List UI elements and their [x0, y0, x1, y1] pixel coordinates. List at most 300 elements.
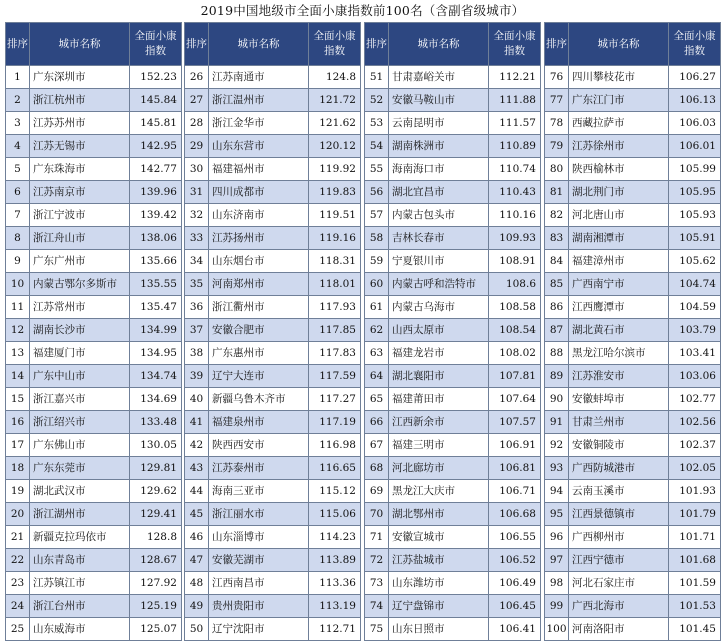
rank-cell: 52: [365, 89, 389, 112]
table-row: [6, 273, 182, 296]
table-row: [365, 204, 541, 227]
table-row: [185, 549, 361, 572]
index-cell: 106.68: [489, 503, 541, 526]
city-cell: 江苏扬州市: [209, 227, 309, 250]
city-cell: 广西柳州市: [569, 526, 669, 549]
rank-cell: 44: [185, 480, 209, 503]
city-cell: 浙江杭州市: [30, 89, 130, 112]
index-cell: 107.64: [489, 388, 541, 411]
header-city-name: 城市名称: [30, 23, 130, 66]
index-cell: 115.06: [309, 503, 361, 526]
index-cell: 133.48: [130, 411, 182, 434]
city-cell: 新疆乌鲁木齐市: [209, 388, 309, 411]
city-cell: 浙江台州市: [30, 595, 130, 618]
index-cell: 106.03: [669, 112, 721, 135]
index-cell: 101.45: [669, 618, 721, 641]
table-row: [365, 503, 541, 526]
table-row: [365, 595, 541, 618]
city-cell: 山西太原市: [389, 319, 489, 342]
table-row: [6, 319, 182, 342]
city-cell: 广东东莞市: [30, 457, 130, 480]
header-city-name: 城市名称: [569, 23, 669, 66]
index-cell: 105.62: [669, 250, 721, 273]
header-rank: 排序: [185, 23, 209, 66]
index-cell: 105.95: [669, 181, 721, 204]
index-cell: 134.69: [130, 388, 182, 411]
index-cell: 145.84: [130, 89, 182, 112]
rank-cell: 96: [545, 526, 569, 549]
rank-cell: 70: [365, 503, 389, 526]
table-row: [185, 434, 361, 457]
index-cell: 129.41: [130, 503, 182, 526]
index-cell: 108.6: [489, 273, 541, 296]
index-cell: 129.81: [130, 457, 182, 480]
table-row: [545, 66, 721, 89]
rank-cell: 82: [545, 204, 569, 227]
index-cell: 110.43: [489, 181, 541, 204]
table-row: [365, 135, 541, 158]
city-cell: 吉林长春市: [389, 227, 489, 250]
table-row: [6, 227, 182, 250]
rank-cell: 76: [545, 66, 569, 89]
table-row: [365, 549, 541, 572]
city-cell: 陕西榆林市: [569, 158, 669, 181]
rank-cell: 26: [185, 66, 209, 89]
city-cell: 四川成都市: [209, 181, 309, 204]
rank-cell: 8: [6, 227, 30, 250]
index-cell: 105.93: [669, 204, 721, 227]
rank-cell: 51: [365, 66, 389, 89]
table-row: [185, 457, 361, 480]
index-cell: 119.51: [309, 204, 361, 227]
city-cell: 浙江宁波市: [30, 204, 130, 227]
rank-cell: 25: [6, 618, 30, 641]
rank-cell: 90: [545, 388, 569, 411]
table-row: [185, 319, 361, 342]
city-cell: 河北唐山市: [569, 204, 669, 227]
rank-cell: 10: [6, 273, 30, 296]
rank-cell: 100: [545, 618, 569, 641]
city-cell: 浙江湖州市: [30, 503, 130, 526]
table-row: [6, 181, 182, 204]
city-cell: 福建泉州市: [209, 411, 309, 434]
city-cell: 福建厦门市: [30, 342, 130, 365]
index-cell: 109.93: [489, 227, 541, 250]
table-row: [185, 135, 361, 158]
city-cell: 广东深圳市: [30, 66, 130, 89]
city-cell: 广西北海市: [569, 595, 669, 618]
city-cell: 山东潍坊市: [389, 572, 489, 595]
table-row: [185, 365, 361, 388]
table-row: [6, 158, 182, 181]
table-row: [185, 204, 361, 227]
index-cell: 101.59: [669, 572, 721, 595]
city-cell: 广西防城港市: [569, 457, 669, 480]
index-cell: 117.93: [309, 296, 361, 319]
city-cell: 江苏泰州市: [209, 457, 309, 480]
city-cell: 湖南长沙市: [30, 319, 130, 342]
header-city-name: 城市名称: [209, 23, 309, 66]
table-row: [6, 204, 182, 227]
rank-cell: 87: [545, 319, 569, 342]
table-row: [365, 112, 541, 135]
city-cell: 江西宁德市: [569, 549, 669, 572]
rank-cell: 69: [365, 480, 389, 503]
index-cell: 106.13: [669, 89, 721, 112]
city-cell: 湖北荆门市: [569, 181, 669, 204]
table-row: [6, 572, 182, 595]
table-row: [185, 296, 361, 319]
rank-cell: 48: [185, 572, 209, 595]
table-row: [185, 595, 361, 618]
city-cell: 江苏南通市: [209, 66, 309, 89]
city-cell: 安徽铜陵市: [569, 434, 669, 457]
rank-cell: 58: [365, 227, 389, 250]
rank-cell: 62: [365, 319, 389, 342]
page-title: 2019中国地级市全面小康指数前100名（含副省级城市）: [200, 3, 525, 18]
rank-cell: 99: [545, 595, 569, 618]
rank-cell: 24: [6, 595, 30, 618]
rank-cell: 45: [185, 503, 209, 526]
header-index: 全面小康指数: [669, 23, 721, 66]
table-row: [545, 526, 721, 549]
city-cell: 山东济南市: [209, 204, 309, 227]
table-row: [545, 549, 721, 572]
rank-cell: 78: [545, 112, 569, 135]
city-cell: 安徽宣城市: [389, 526, 489, 549]
city-cell: 内蒙古乌海市: [389, 296, 489, 319]
table-row: [185, 112, 361, 135]
index-cell: 106.91: [489, 434, 541, 457]
city-cell: 浙江绍兴市: [30, 411, 130, 434]
table-row: [185, 480, 361, 503]
index-cell: 120.12: [309, 135, 361, 158]
city-cell: 西藏拉萨市: [569, 112, 669, 135]
table-row: [6, 296, 182, 319]
table-row: [6, 388, 182, 411]
index-cell: 105.91: [669, 227, 721, 250]
index-cell: 106.71: [489, 480, 541, 503]
city-cell: 广东广州市: [30, 250, 130, 273]
index-cell: 121.72: [309, 89, 361, 112]
index-cell: 124.8: [309, 66, 361, 89]
rank-cell: 98: [545, 572, 569, 595]
table-row: [6, 365, 182, 388]
rank-cell: 4: [6, 135, 30, 158]
city-cell: 山东日照市: [389, 618, 489, 641]
index-cell: 101.79: [669, 503, 721, 526]
table-row: [545, 618, 721, 641]
rank-cell: 49: [185, 595, 209, 618]
index-cell: 117.27: [309, 388, 361, 411]
rank-cell: 57: [365, 204, 389, 227]
table-row: [365, 526, 541, 549]
city-cell: 海南三亚市: [209, 480, 309, 503]
rank-cell: 84: [545, 250, 569, 273]
index-cell: 152.23: [130, 66, 182, 89]
table-row: [545, 250, 721, 273]
city-cell: 宁夏银川市: [389, 250, 489, 273]
table-row: [545, 181, 721, 204]
index-cell: 128.67: [130, 549, 182, 572]
city-cell: 浙江温州市: [209, 89, 309, 112]
index-cell: 106.49: [489, 572, 541, 595]
index-cell: 106.55: [489, 526, 541, 549]
ranking-table-2: [184, 22, 361, 641]
table-row: [6, 526, 182, 549]
city-cell: 江西鹰潭市: [569, 296, 669, 319]
table-row: [365, 158, 541, 181]
city-cell: 浙江衢州市: [209, 296, 309, 319]
rank-cell: 77: [545, 89, 569, 112]
ranking-table-3: [364, 22, 541, 641]
index-cell: 138.06: [130, 227, 182, 250]
rank-cell: 36: [185, 296, 209, 319]
table-row: [185, 158, 361, 181]
rank-cell: 38: [185, 342, 209, 365]
table-row: [6, 250, 182, 273]
table-row: [365, 434, 541, 457]
table-row: [365, 319, 541, 342]
ranking-table-1: [5, 22, 182, 641]
table-row: [365, 618, 541, 641]
city-cell: 福建福州市: [209, 158, 309, 181]
city-cell: 内蒙古呼和浩特市: [389, 273, 489, 296]
table-row: [6, 411, 182, 434]
table-row: [545, 503, 721, 526]
city-cell: 浙江舟山市: [30, 227, 130, 250]
rank-cell: 37: [185, 319, 209, 342]
rank-cell: 79: [545, 135, 569, 158]
city-cell: 贵州贵阳市: [209, 595, 309, 618]
table-row: [365, 457, 541, 480]
index-cell: 102.05: [669, 457, 721, 480]
table-row: [365, 250, 541, 273]
rank-cell: 73: [365, 572, 389, 595]
table-row: [185, 388, 361, 411]
table-row: [185, 342, 361, 365]
city-cell: 湖北黄石市: [569, 319, 669, 342]
rank-cell: 53: [365, 112, 389, 135]
table-row: [6, 503, 182, 526]
header-index: 全面小康指数: [130, 23, 182, 66]
city-cell: 广东中山市: [30, 365, 130, 388]
rank-cell: 54: [365, 135, 389, 158]
city-cell: 江西新余市: [389, 411, 489, 434]
table-row: [185, 411, 361, 434]
rank-cell: 17: [6, 434, 30, 457]
index-cell: 125.07: [130, 618, 182, 641]
city-cell: 福建龙岩市: [389, 342, 489, 365]
table-row: [6, 112, 182, 135]
rank-cell: 18: [6, 457, 30, 480]
rank-cell: 72: [365, 549, 389, 572]
rank-cell: 2: [6, 89, 30, 112]
table-row: [545, 227, 721, 250]
table-row: [365, 388, 541, 411]
table-row: [185, 618, 361, 641]
rank-cell: 88: [545, 342, 569, 365]
rank-cell: 7: [6, 204, 30, 227]
city-cell: 江苏苏州市: [30, 112, 130, 135]
city-cell: 江苏徐州市: [569, 135, 669, 158]
table-row: [185, 227, 361, 250]
rank-cell: 27: [185, 89, 209, 112]
city-cell: 云南昆明市: [389, 112, 489, 135]
index-cell: 101.68: [669, 549, 721, 572]
header-rank: 排序: [6, 23, 30, 66]
rank-cell: 13: [6, 342, 30, 365]
city-cell: 四川攀枝花市: [569, 66, 669, 89]
table-row: [6, 135, 182, 158]
index-cell: 135.55: [130, 273, 182, 296]
city-cell: 安徽马鞍山市: [389, 89, 489, 112]
city-cell: 山东青岛市: [30, 549, 130, 572]
rank-cell: 14: [6, 365, 30, 388]
rank-cell: 23: [6, 572, 30, 595]
city-cell: 福建三明市: [389, 434, 489, 457]
rank-cell: 59: [365, 250, 389, 273]
table-row: [6, 434, 182, 457]
rank-cell: 39: [185, 365, 209, 388]
rank-cell: 29: [185, 135, 209, 158]
rank-cell: 81: [545, 181, 569, 204]
index-cell: 119.92: [309, 158, 361, 181]
index-cell: 110.89: [489, 135, 541, 158]
rank-cell: 61: [365, 296, 389, 319]
index-cell: 106.01: [669, 135, 721, 158]
city-cell: 山东东营市: [209, 135, 309, 158]
rank-cell: 43: [185, 457, 209, 480]
rank-cell: 50: [185, 618, 209, 641]
index-cell: 121.62: [309, 112, 361, 135]
rank-cell: 40: [185, 388, 209, 411]
table-row: [365, 89, 541, 112]
city-cell: 内蒙古包头市: [389, 204, 489, 227]
rank-cell: 34: [185, 250, 209, 273]
index-cell: 135.47: [130, 296, 182, 319]
table-row: [545, 158, 721, 181]
rank-cell: 9: [6, 250, 30, 273]
rank-cell: 28: [185, 112, 209, 135]
rank-cell: 55: [365, 158, 389, 181]
table-row: [545, 135, 721, 158]
city-cell: 辽宁大连市: [209, 365, 309, 388]
rank-cell: 85: [545, 273, 569, 296]
city-cell: 浙江丽水市: [209, 503, 309, 526]
index-cell: 117.85: [309, 319, 361, 342]
city-cell: 山东威海市: [30, 618, 130, 641]
index-cell: 116.98: [309, 434, 361, 457]
index-cell: 106.81: [489, 457, 541, 480]
city-cell: 云南玉溪市: [569, 480, 669, 503]
index-cell: 128.8: [130, 526, 182, 549]
city-cell: 新疆克拉玛依市: [30, 526, 130, 549]
table-row: [365, 227, 541, 250]
header-rank: 排序: [365, 23, 389, 66]
index-cell: 112.71: [309, 618, 361, 641]
city-cell: 江苏淮安市: [569, 365, 669, 388]
city-cell: 湖北宜昌市: [389, 181, 489, 204]
rank-cell: 19: [6, 480, 30, 503]
index-cell: 117.83: [309, 342, 361, 365]
rank-cell: 16: [6, 411, 30, 434]
rank-cell: 64: [365, 365, 389, 388]
city-cell: 甘肃兰州市: [569, 411, 669, 434]
table-row: [185, 526, 361, 549]
index-cell: 114.23: [309, 526, 361, 549]
city-cell: 河南洛阳市: [569, 618, 669, 641]
city-cell: 安徽合肥市: [209, 319, 309, 342]
index-cell: 106.41: [489, 618, 541, 641]
table-row: [185, 89, 361, 112]
index-cell: 139.42: [130, 204, 182, 227]
rank-cell: 41: [185, 411, 209, 434]
city-cell: 广东江门市: [569, 89, 669, 112]
city-cell: 海南海口市: [389, 158, 489, 181]
index-cell: 107.81: [489, 365, 541, 388]
index-cell: 142.77: [130, 158, 182, 181]
table-row: [365, 480, 541, 503]
table-row: [545, 342, 721, 365]
rank-cell: 6: [6, 181, 30, 204]
rank-cell: 66: [365, 411, 389, 434]
rank-cell: 97: [545, 549, 569, 572]
index-cell: 105.99: [669, 158, 721, 181]
table-row: [6, 89, 182, 112]
rank-cell: 11: [6, 296, 30, 319]
city-cell: 江苏盐城市: [389, 549, 489, 572]
city-cell: 江苏南京市: [30, 181, 130, 204]
rank-cell: 31: [185, 181, 209, 204]
city-cell: 安徽蚌埠市: [569, 388, 669, 411]
table-row: [185, 503, 361, 526]
rank-cell: 86: [545, 296, 569, 319]
index-cell: 108.91: [489, 250, 541, 273]
index-cell: 117.59: [309, 365, 361, 388]
table-row: [545, 319, 721, 342]
table-row: [185, 273, 361, 296]
index-cell: 101.53: [669, 595, 721, 618]
rank-cell: 93: [545, 457, 569, 480]
table-row: [545, 457, 721, 480]
city-cell: 广东惠州市: [209, 342, 309, 365]
index-cell: 106.52: [489, 549, 541, 572]
rank-cell: 60: [365, 273, 389, 296]
rank-cell: 46: [185, 526, 209, 549]
index-cell: 107.57: [489, 411, 541, 434]
rank-cell: 63: [365, 342, 389, 365]
table-row: [545, 112, 721, 135]
table-row: [365, 181, 541, 204]
index-cell: 101.71: [669, 526, 721, 549]
index-cell: 106.27: [669, 66, 721, 89]
table-row: [545, 204, 721, 227]
index-cell: 134.99: [130, 319, 182, 342]
city-cell: 江西南昌市: [209, 572, 309, 595]
city-cell: 甘肃嘉峪关市: [389, 66, 489, 89]
table-row: [365, 273, 541, 296]
index-cell: 142.95: [130, 135, 182, 158]
rank-cell: 42: [185, 434, 209, 457]
rank-cell: 35: [185, 273, 209, 296]
table-row: [365, 365, 541, 388]
index-cell: 110.16: [489, 204, 541, 227]
city-cell: 江西景德镇市: [569, 503, 669, 526]
rank-cell: 94: [545, 480, 569, 503]
rank-cell: 95: [545, 503, 569, 526]
city-cell: 浙江嘉兴市: [30, 388, 130, 411]
